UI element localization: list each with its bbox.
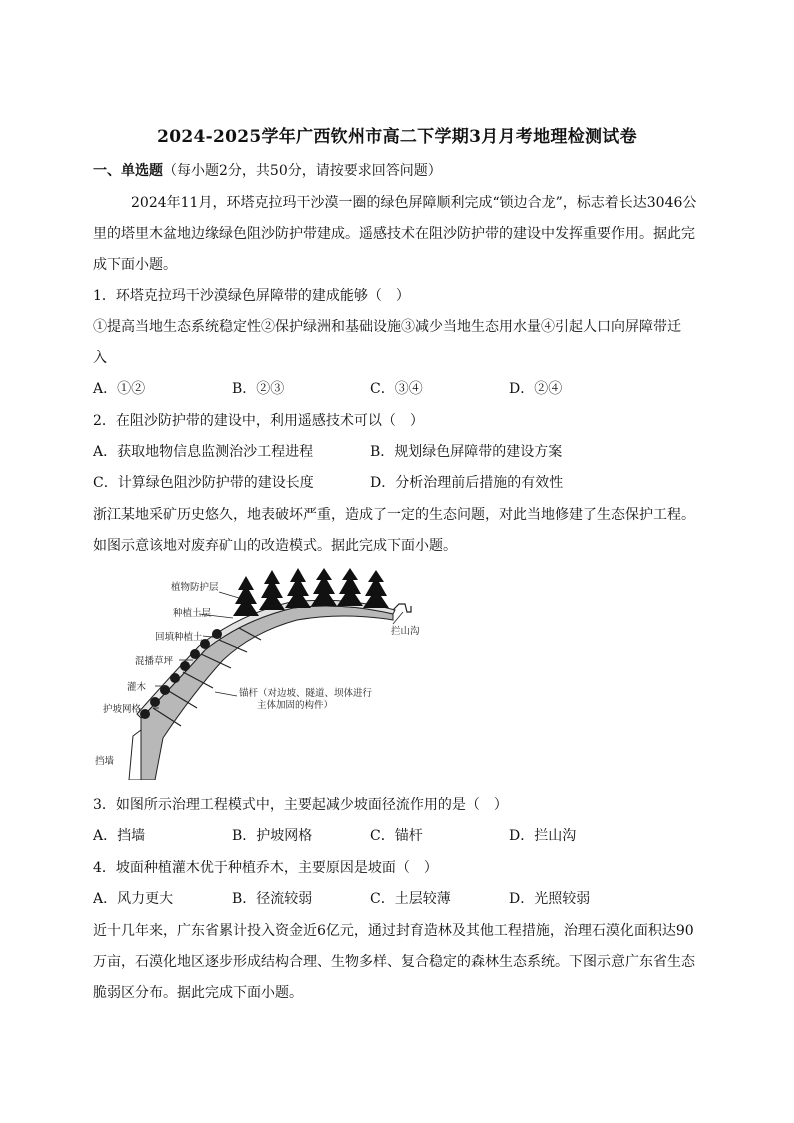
q3-option-c[interactable]: C．锚杆 bbox=[370, 828, 423, 844]
label-shrub: 灌木 bbox=[127, 682, 147, 693]
q4-option-a[interactable]: A．风力更大 bbox=[93, 891, 174, 907]
passage1-line3: 成下面小题。 bbox=[93, 257, 177, 273]
label-backfill-soil: 回填种植土 bbox=[155, 632, 203, 643]
q1-option-b[interactable]: B．②③ bbox=[232, 381, 285, 397]
label-planting-soil: 种植土层 bbox=[173, 608, 212, 619]
passage3-line1: 近十几年来，广东省累计投入资金近6亿元，通过封育造林及其他工程措施，治理石漠化面积达90 bbox=[93, 923, 694, 939]
retaining-wall bbox=[129, 730, 141, 780]
shrub bbox=[140, 709, 150, 719]
q1-stem: 1．环塔克拉玛干沙漠绿色屏障带的建成能够（ ） bbox=[93, 288, 410, 304]
label-anchor-line1: 锚杆（对边坡、隧道、坝体进行 bbox=[239, 688, 373, 699]
shrub bbox=[190, 649, 200, 659]
q4-option-b[interactable]: B．径流较弱 bbox=[232, 891, 313, 907]
q1-option-d[interactable]: D．②④ bbox=[509, 381, 563, 397]
q3-option-b[interactable]: B．护坡网格 bbox=[232, 828, 313, 844]
section-heading-line bbox=[93, 161, 713, 181]
section-note: （每小题2分，共50分，请按要求回答问题） bbox=[163, 163, 442, 179]
label-intercepting-ditch: 拦山沟 bbox=[391, 626, 420, 637]
passage1-line1: 2024年11月，环塔克拉玛干沙漠一圈的绿色屏障顺利完成“锁边合龙”，标志着长达3046公 bbox=[131, 195, 697, 211]
label-anchor-line2: 主体加固的构件） bbox=[257, 700, 334, 711]
label-mixed-grass: 混播草坪 bbox=[135, 656, 174, 667]
label-retaining-wall: 挡墙 bbox=[95, 756, 115, 767]
q3-option-a[interactable]: A．挡墙 bbox=[93, 828, 146, 844]
q2-option-a[interactable]: A．获取地物信息监测治沙工程进程 bbox=[93, 444, 314, 460]
q4-stem: 4．坡面种植灌木优于种植乔木，主要原因是坡面（ ） bbox=[93, 860, 438, 876]
tree bbox=[233, 576, 259, 616]
q2-option-c[interactable]: C．计算绿色阻沙防护带的建设长度 bbox=[93, 475, 314, 491]
shrub bbox=[180, 661, 190, 671]
shrub bbox=[170, 673, 180, 683]
shrub bbox=[150, 697, 160, 707]
section-heading: 一、单选题 bbox=[93, 163, 163, 179]
label-vegetation-layer: 植物防护层 bbox=[171, 582, 219, 593]
q1-items-line2: 入 bbox=[93, 350, 107, 366]
passage1-line2: 里的塔里木盆地边缘绿色阻沙防护带建成。遥感技术在阻沙防护带的建设中发挥重要作用。据此完 bbox=[93, 226, 695, 242]
exam-title: 2024-2025学年广西钦州市高二下学期3月月考地理检测试卷 bbox=[157, 127, 637, 147]
q3-option-d[interactable]: D．拦山沟 bbox=[509, 828, 577, 844]
tree bbox=[363, 570, 389, 608]
passage3-line3: 脆弱区分布。据此完成下面小题。 bbox=[93, 985, 303, 1001]
label-slope-mesh: 护坡网格 bbox=[103, 704, 142, 715]
q4-option-c[interactable]: C．土层较薄 bbox=[370, 891, 451, 907]
leader-line bbox=[219, 592, 239, 598]
q4-option-d[interactable]: D．光照较弱 bbox=[509, 891, 591, 907]
q2-option-d[interactable]: D．分析治理前后措施的有效性 bbox=[370, 475, 564, 491]
q1-option-a[interactable]: A．①② bbox=[93, 381, 146, 397]
leader-line bbox=[393, 612, 403, 624]
passage3-line2: 万亩，石漠化地区逐步形成结构合理、生物多样、复合稳定的森林生态系统。下图示意广东省生态 bbox=[93, 954, 695, 970]
intercepting-ditch bbox=[393, 604, 411, 612]
q1-items-line1: ①提高当地生态系统稳定性②保护绿洲和基础设施③减少当地生态用水量④引起人口向屏障带迁 bbox=[93, 319, 681, 335]
leader-line bbox=[215, 692, 237, 696]
mine-restoration-figure bbox=[93, 568, 433, 780]
shrub bbox=[160, 685, 170, 695]
q2-option-b[interactable]: B．规划绿色屏障带的建设方案 bbox=[370, 444, 563, 460]
passage2-line2: 如图示意该地对废弃矿山的改造模式。据此完成下面小题。 bbox=[93, 538, 457, 554]
passage2-line1: 浙江某地采矿历史悠久，地表破坏严重，造成了一定的生态问题，对此当地修建了生态保护工程。 bbox=[93, 507, 695, 523]
tree bbox=[337, 568, 363, 606]
q1-option-c[interactable]: C．③④ bbox=[370, 381, 423, 397]
tree bbox=[311, 568, 337, 606]
q3-stem: 3．如图所示治理工程模式中，主要起减少坡面径流作用的是（ ） bbox=[93, 797, 508, 813]
q2-stem: 2．在阻沙防护带的建设中，利用遥感技术可以（ ） bbox=[93, 413, 424, 429]
slope-diagram bbox=[93, 568, 433, 780]
